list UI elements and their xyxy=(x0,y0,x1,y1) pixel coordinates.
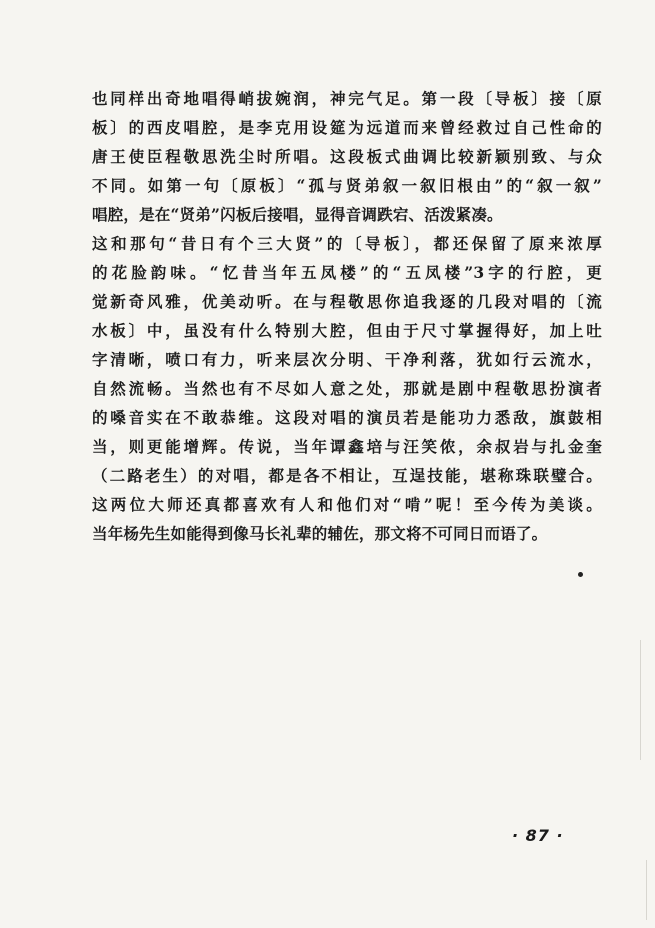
text-line: 当年杨先生如能得到像马长礼辈的辅佐，那文将不可同日而语了。 xyxy=(92,524,548,543)
text-line: 当，则更能增辉。传说，当年谭鑫培与汪笑侬，余叔岩与扎金奎 xyxy=(92,437,602,456)
text-line: （二路老生）的对唱，都是各不相让，互逞技能，堪称珠联璧合。 xyxy=(92,466,602,485)
text-line: 唱腔，是在“贤弟”闪板后接唱，显得音调跌宕、活泼紧凑。 xyxy=(92,205,503,224)
text-line: 板〕的西皮唱腔，是李克用设筵为远道而来曾经救过自己性命的 xyxy=(92,118,602,137)
body-text xyxy=(92,84,602,548)
text-line: 的嗓音实在不敢恭维。这段对唱的演员若是能功力悉敌，旗鼓相 xyxy=(92,408,602,427)
text-line: 自然流畅。当然也有不尽如人意之处，那就是剧中程敬思扮演者 xyxy=(92,379,602,398)
text-line: 觉新奇风雅，优美动听。在与程敬思你追我逐的几段对唱的〔流 xyxy=(92,292,602,311)
text-line: 唐王使臣程敬思洗尘时所唱。这段板式曲调比较新颖别致、与众 xyxy=(92,147,602,166)
text-line: 字清晰，喷口有力，听来层次分明、干净利落，犹如行云流水， xyxy=(92,350,602,369)
page-number: · 87 · xyxy=(512,826,564,845)
text-line: 也同样出奇地唱得峭拔婉润，神完气足。第一段〔导板〕接〔原 xyxy=(92,89,602,108)
scan-artifact-line xyxy=(646,860,647,920)
ink-speck xyxy=(578,572,583,577)
text-line: 水板〕中，虽没有什么特别大腔，但由于尺寸掌握得好，加上吐 xyxy=(92,321,602,340)
scan-artifact-line xyxy=(640,640,641,760)
text-line: 不同。如第一句〔原板〕“孤与贤弟叙一叙旧根由”的“叙一叙” xyxy=(92,176,602,195)
text-line: 这和那句“昔日有个三大贤”的〔导板〕，都还保留了原来浓厚 xyxy=(92,234,602,253)
text-line: 这两位大师还真都喜欢有人和他们对“啃”呢！至今传为美谈。 xyxy=(92,495,602,514)
text-line: 的花脸韵味。“忆昔当年五凤楼”的“五凤楼”3字的行腔，更 xyxy=(92,263,602,282)
